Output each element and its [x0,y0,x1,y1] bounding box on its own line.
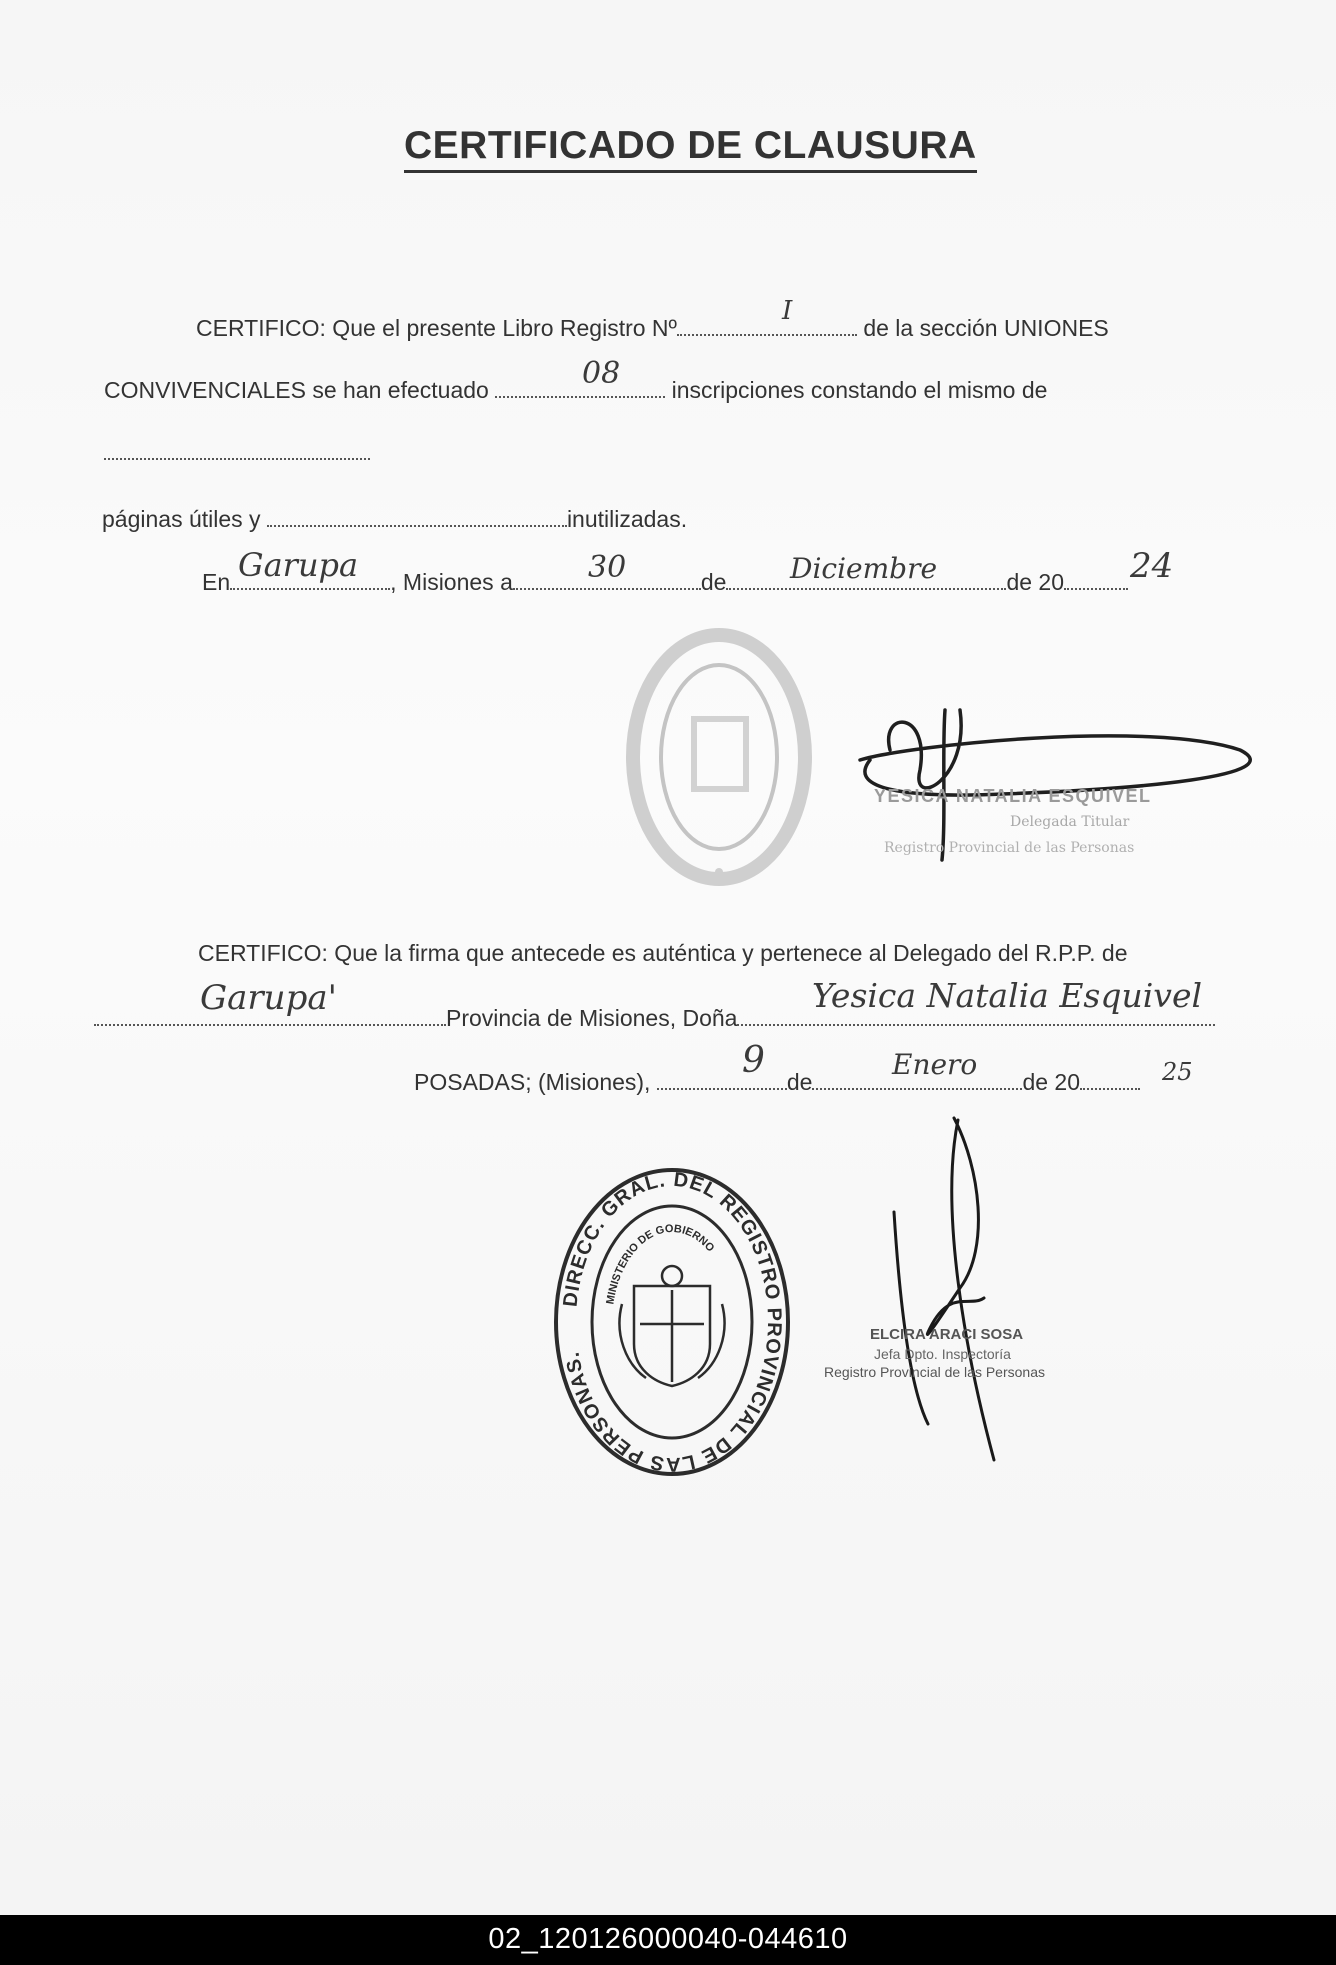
document-code: 02_120126000040-044610 [488,1923,848,1955]
certify2-line1: CERTIFICO: Que la firma que antecede es auténtica y pertenece al Delegado del R.P.P. de [198,940,1128,966]
anio-field [1064,566,1128,590]
certify2-date-line: POSADAS; (Misiones), de de 20 [414,1066,1140,1096]
inutilizadas-field [267,503,567,527]
dia2-field [657,1066,787,1090]
dia2-handwritten: 9 [742,1040,765,1081]
document-title: CERTIFICADO DE CLAUSURA [404,124,977,173]
signature-2 [880,1108,1010,1468]
coat-of-arms-icon [619,1266,724,1386]
signer2-role: Jefa Dpto. Inspectoría [874,1346,1011,1362]
certify1-line4: páginas útiles y inutilizadas. [102,503,687,533]
certify1-line3 [104,436,370,466]
faint-seal-1 [624,624,814,890]
mes2-handwritten: Enero [892,1048,978,1081]
certify1-line2: CONVIVENCIALES se han efectuado inscripciones constando el mismo de [104,374,1047,404]
inscripciones-field [495,374,665,398]
paginas-field [104,436,370,460]
footer-bar [0,1915,1336,1965]
signer2-org: Registro Provincial de las Personas [824,1364,1045,1380]
inscripciones-handwritten: 08 [582,356,621,391]
libro-number-field [677,312,857,336]
anio2-handwritten: 25 [1162,1058,1193,1086]
lugar-handwritten: Garupa [238,546,359,584]
svg-text:MINISTERIO DE GOBIERNO [604,1223,716,1306]
mes-handwritten: Diciembre [790,552,938,585]
seal-outer-text: DIRECC. GRAL. DEL REGISTRO PROVINCIAL DE LAS PERSONAS. [559,1168,786,1476]
nombre-handwritten: Yesica Natalia Esquivel [812,976,1203,1015]
anio-handwritten: 24 [1130,546,1174,586]
seal-inner-text: MINISTERIO DE GOBIERNO [604,1222,717,1306]
signer1-org: Registro Provincial de las Personas [884,840,1135,856]
libro-number-handwritten: I [782,296,793,326]
anio2-field [1080,1066,1140,1090]
certify1-line1: CERTIFICO: Que el presente Libro Registro Nº de la sección UNIONES [196,312,1109,342]
certify2-line2: Provincia de Misiones, Doña [94,1002,1215,1032]
lugar2-handwritten: Garupa' [200,978,337,1018]
dia-handwritten: 30 [588,550,627,585]
official-seal-2 [550,1164,794,1480]
signer2-name: ELCIRA ARACI SOSA [870,1326,1024,1343]
signer1-name: YESICA NATALIA ESQUIVEL [874,786,1152,806]
signer1-role: Delegada Titular [1010,814,1130,830]
certify1-date-line: En , Misiones a de de 20 [202,566,1128,596]
